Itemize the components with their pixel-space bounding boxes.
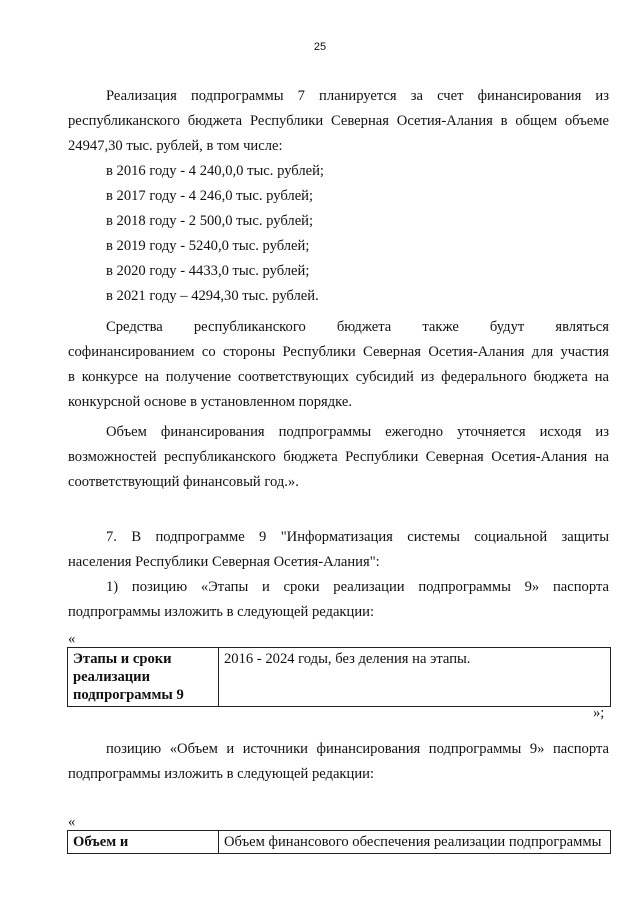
paragraph-line: подпрограммы изложить в следующей редакции: xyxy=(68,604,375,620)
paragraph-line: позицию «Объем и источники финансирования подпрограммы 9» паспорта xyxy=(106,741,609,757)
list-item: в 2016 году - 4 240,0,0 тыс. рублей; xyxy=(106,163,324,179)
table-label-line: Этапы и сроки xyxy=(73,651,172,667)
table-label-cell: Объем и xyxy=(68,831,219,854)
open-quote: « xyxy=(68,631,76,647)
list-item: в 2021 году – 4294,30 тыс. рублей. xyxy=(106,288,319,304)
paragraph-line: Объем финансирования подпрограммы ежегодно уточняется исходя из xyxy=(106,424,609,440)
paragraph-line: республиканского бюджета Республики Северная Осетия-Алания в общем объеме xyxy=(68,113,609,129)
table-row xyxy=(68,648,611,707)
table-label-line: реализации xyxy=(73,669,151,685)
list-item: в 2018 году - 2 500,0 тыс. рублей; xyxy=(106,213,314,229)
table-label-cell xyxy=(68,648,219,707)
table-value-cell: Объем финансового обеспечения реализации подпрограммы xyxy=(219,831,611,854)
paragraph-line: возможностей республиканского бюджета Республики Северная Осетия-Алания на xyxy=(68,449,609,465)
section-heading-line: населения Республики Северная Осетия-Алания": xyxy=(68,554,380,570)
paragraph-line: 1) позицию «Этапы и сроки реализации подпрограммы 9» паспорта xyxy=(106,579,609,595)
open-quote: « xyxy=(68,814,76,830)
table-label-line: подпрограммы 9 xyxy=(73,687,184,703)
table-funding xyxy=(67,830,611,854)
page-number: 25 xyxy=(313,41,327,53)
paragraph-line: 24947,30 тыс. рублей, в том числе: xyxy=(68,138,283,154)
paragraph-line: Средства республиканского бюджета также будут являться xyxy=(106,319,609,335)
list-item: в 2020 году - 4433,0 тыс. рублей; xyxy=(106,263,310,279)
paragraph-line: в конкурсе на получение соответствующих субсидий из федерального бюджета на xyxy=(68,369,609,385)
table-value-cell: 2016 - 2024 годы, без деления на этапы. xyxy=(219,648,611,707)
paragraph-line: подпрограммы изложить в следующей редакции: xyxy=(68,766,375,782)
list-item: в 2017 году - 4 246,0 тыс. рублей; xyxy=(106,188,314,204)
close-quote: »; xyxy=(593,705,605,721)
table-stages xyxy=(67,647,611,707)
paragraph-line: софинансированием со стороны Республики Северная Осетия-Алания для участия xyxy=(68,344,609,360)
paragraph-line: Реализация подпрограммы 7 планируется за счет финансирования из xyxy=(106,88,609,104)
paragraph-line: конкурсной основе в установленном порядке. xyxy=(68,394,352,410)
list-item: в 2019 году - 5240,0 тыс. рублей; xyxy=(106,238,310,254)
section-heading-line: 7. В подпрограмме 9 "Информатизация системы социальной защиты xyxy=(106,529,609,545)
table-row xyxy=(68,831,611,854)
paragraph-line: соответствующий финансовый год.». xyxy=(68,474,299,490)
